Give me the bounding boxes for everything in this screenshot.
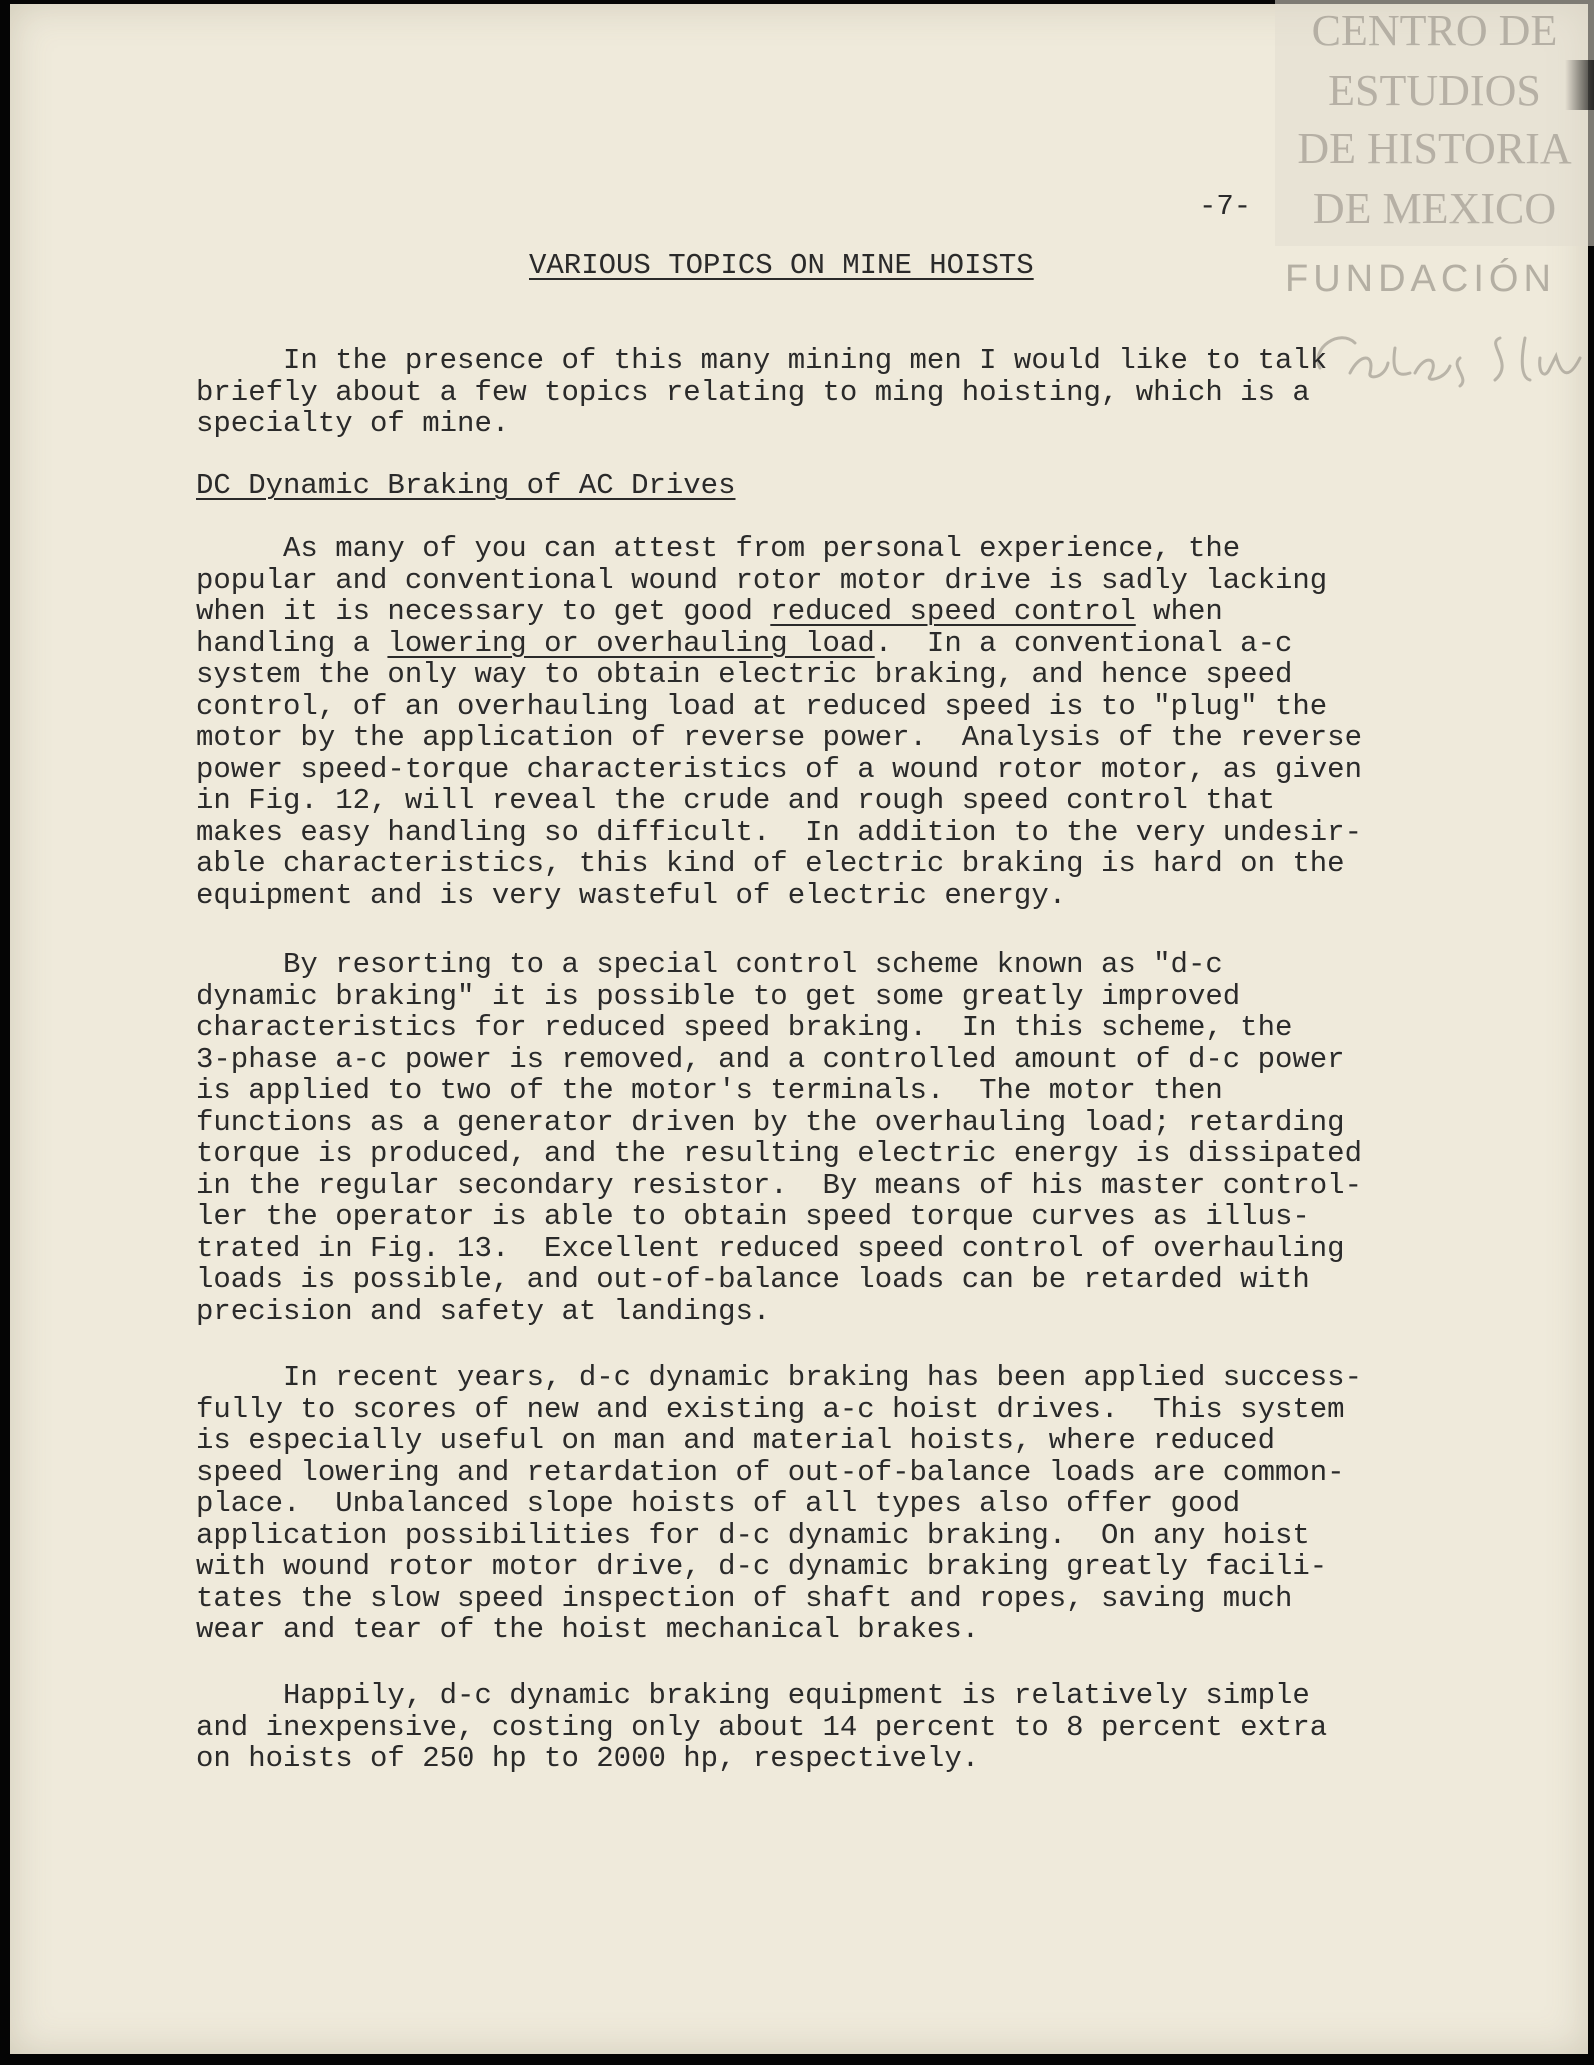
text-segment: when it is necessary to get good <box>196 595 771 628</box>
text-line: motor by the application of reverse power. Analysis of the reverse <box>196 721 1362 754</box>
text-line: Happily, d-c dynamic braking equipment is relatively simple <box>196 1679 1310 1712</box>
text-line: able characteristics, this kind of electric braking is hard on the <box>196 847 1345 880</box>
text-segment: handling a <box>196 626 388 660</box>
page-title: VARIOUS TOPICS ON MINE HOISTS <box>529 249 1034 282</box>
intro-paragraph <box>196 345 1327 440</box>
text-line: and inexpensive, costing only about 14 percent to 8 percent extra <box>196 1710 1328 1744</box>
text-line: with wound rotor motor drive, d-c dynamic braking greatly facili- <box>196 1550 1328 1583</box>
text-line <box>196 628 1362 660</box>
underlined-phrase: lowering or overhauling load <box>387 626 875 660</box>
text-line: functions as a generator driven by the overhauling load; retarding <box>196 1105 1345 1139</box>
text-line: precision and safety at landings. <box>196 1294 771 1328</box>
text-line: briefly about a few topics relating to ming hoisting, which is a <box>196 375 1310 409</box>
text-line: torque is produced, and the resulting electric energy is dissipated <box>196 1137 1362 1170</box>
text-line: place. Unbalanced slope hoists of all types also offer good <box>196 1487 1241 1520</box>
text-line: power speed-torque characteristics of a wound rotor motor, as given <box>196 752 1362 786</box>
paragraph <box>196 949 1362 1327</box>
text-line: tates the slow speed inspection of shaft and ropes, saving much <box>196 1581 1293 1615</box>
page-number: -7- <box>1199 190 1252 223</box>
text-segment: when <box>1135 595 1223 628</box>
text-line: in Fig. 12, will reveal the crude and rough speed control that <box>196 784 1275 817</box>
text-line: is especially useful on man and material hoists, where reduced <box>196 1424 1275 1457</box>
watermark-signature <box>1300 318 1590 398</box>
text-line: trated in Fig. 13. Excellent reduced speed control of overhauling <box>196 1231 1345 1265</box>
section-heading: DC Dynamic Braking of AC Drives <box>196 469 736 502</box>
text-line: control, of an overhauling load at reduced speed is to "plug" the <box>196 689 1328 723</box>
text-line: In recent years, d-c dynamic braking has been applied success- <box>196 1361 1362 1394</box>
paragraph <box>196 1362 1362 1646</box>
text-line: specialty of mine. <box>196 407 510 440</box>
text-line: fully to scores of new and existing a-c hoist drives. This system <box>196 1392 1345 1426</box>
text-line: in the regular secondary resistor. By means of his master control- <box>196 1168 1362 1202</box>
watermark-foundation: FUNDACIÓN <box>1285 258 1556 300</box>
watermark-line: DE MEXICO <box>1312 184 1557 233</box>
underlined-phrase: reduced speed control <box>770 595 1136 628</box>
text-line: dynamic braking" it is possible to get some greatly improved <box>196 979 1241 1013</box>
text-line: on hoists of 250 hp to 2000 hp, respectively. <box>196 1742 980 1775</box>
text-line: popular and conventional wound rotor motor drive is sadly lacking <box>196 563 1328 597</box>
page-edge-shadow <box>1565 60 1594 110</box>
text-line: makes easy handling so difficult. In addition to the very undesir- <box>196 815 1362 849</box>
watermark-line: CENTRO DE <box>1311 6 1558 55</box>
text-line: As many of you can attest from personal experience, the <box>196 532 1241 565</box>
text-line: is applied to two of the motor's terminals. The motor then <box>196 1074 1223 1107</box>
text-line: characteristics for reduced speed braking. In this scheme, the <box>196 1011 1293 1044</box>
text-line: 3-phase a-c power is removed, and a controlled amount of d-c power <box>196 1042 1345 1076</box>
paragraph <box>196 533 1362 911</box>
text-line: By resorting to a special control scheme known as "d-c <box>196 948 1223 981</box>
paragraph <box>196 1680 1327 1775</box>
watermark-line: DE HISTORIA <box>1297 124 1572 173</box>
text-line <box>196 596 1362 628</box>
text-line: ler the operator is able to obtain speed torque curves as illus- <box>196 1200 1310 1233</box>
text-line: application possibilities for d-c dynamic braking. On any hoist <box>196 1518 1310 1552</box>
text-line: system the only way to obtain electric braking, and hence speed <box>196 658 1293 691</box>
text-line: equipment and is very wasteful of electric energy. <box>196 878 1067 912</box>
text-line: In the presence of this many mining men I would like to talk <box>196 344 1328 377</box>
text-segment: . In a conventional a-c <box>874 626 1293 660</box>
text-line: loads is possible, and out-of-balance loads can be retarded with <box>196 1263 1310 1296</box>
text-line: speed lowering and retardation of out-of-balance loads are common- <box>196 1455 1345 1489</box>
text-line: wear and tear of the hoist mechanical brakes. <box>196 1613 980 1646</box>
watermark-line: ESTUDIOS <box>1328 66 1541 115</box>
